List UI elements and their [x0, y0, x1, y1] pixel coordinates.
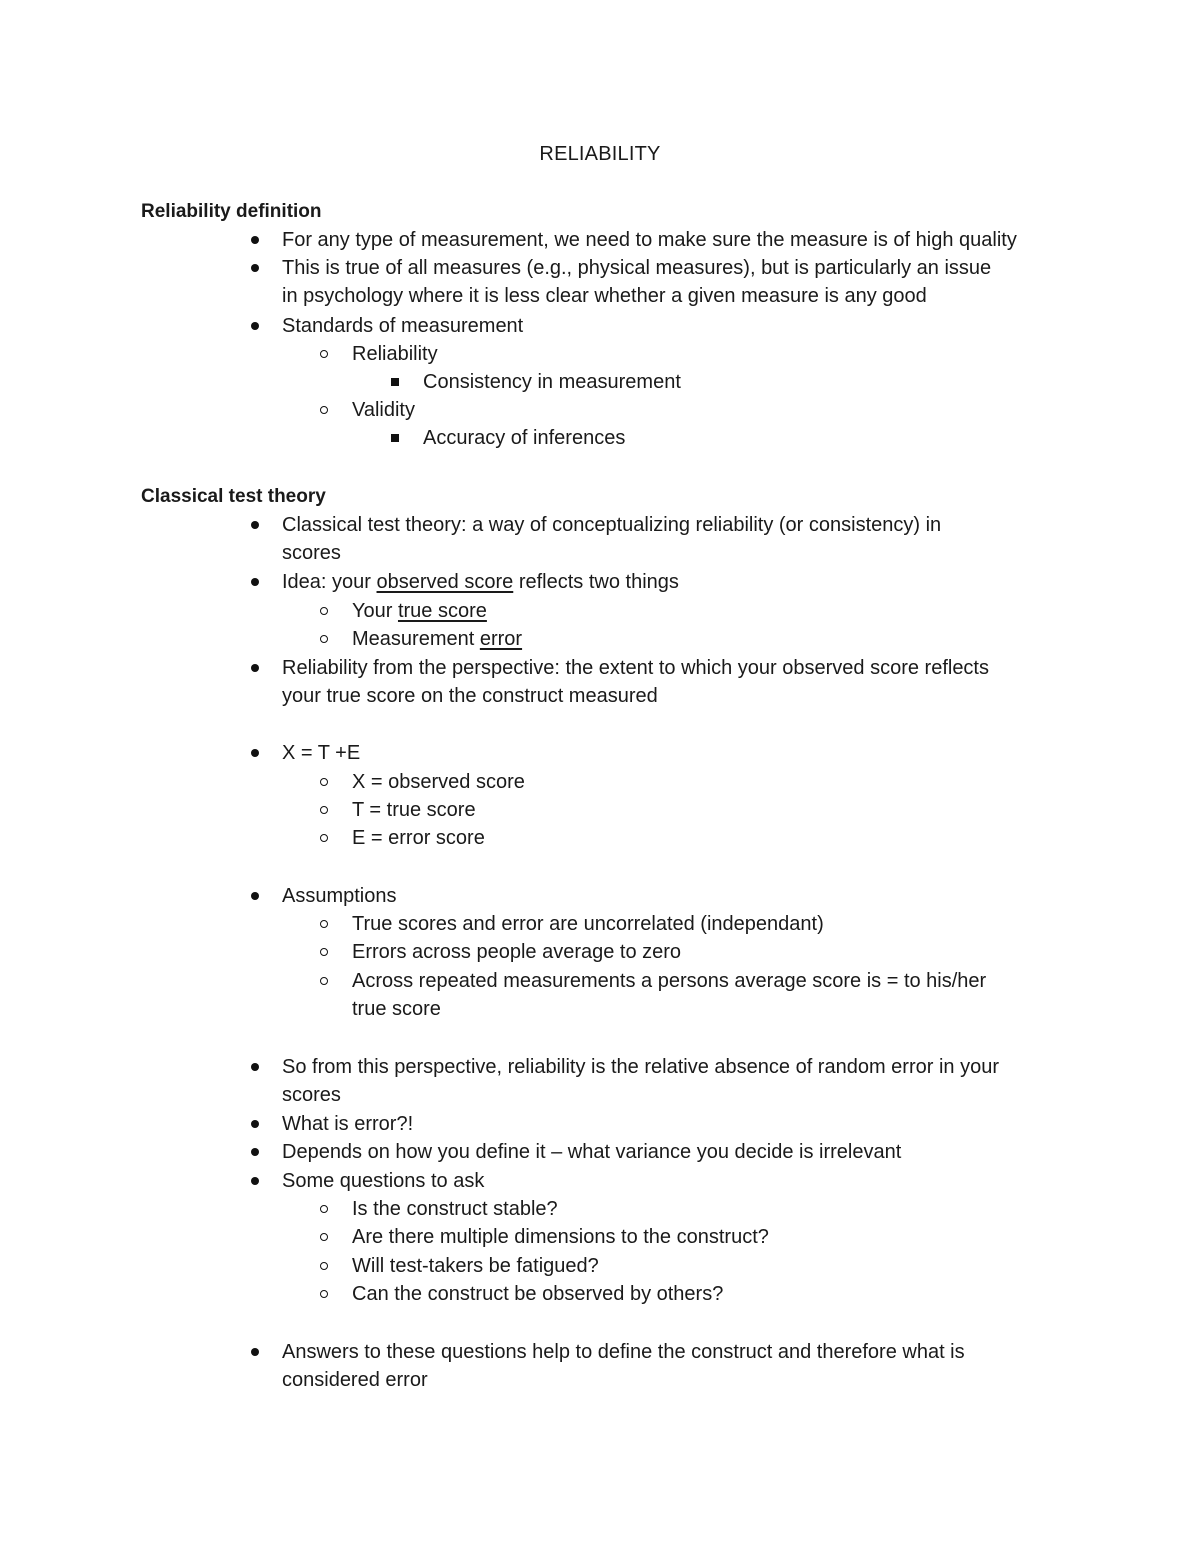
list-item-text: Answers to these questions help to define the construct and therefore what is [282, 1341, 965, 1363]
list-item [282, 226, 1017, 254]
bullet-disc-icon [251, 1063, 259, 1071]
list-item-text: Accuracy of inferences [423, 427, 626, 449]
bullet-circle-icon [320, 607, 328, 615]
bullet-circle-icon [320, 406, 328, 414]
list-item [352, 768, 525, 796]
bullet-circle-icon [320, 1205, 328, 1213]
list-item [352, 340, 438, 368]
list-item-text-continued: your true score on the construct measured [282, 685, 658, 708]
list-item-text: For any type of measurement, we need to make sure the measure is of high quality [282, 229, 1017, 251]
list-item [282, 1138, 901, 1166]
bullet-circle-icon [320, 778, 328, 786]
bullet-disc-icon [251, 1148, 259, 1156]
bullet-disc-icon [251, 749, 259, 757]
list-item [352, 796, 476, 824]
list-item-text: What is error?! [282, 1113, 414, 1135]
list-item [352, 824, 485, 852]
list-item-text: Errors across people average to zero [352, 941, 682, 963]
list-item-text: True scores and error are uncorrelated (independant) [352, 913, 824, 935]
list-item-text: Some questions to ask [282, 1170, 485, 1192]
bullet-disc-icon [251, 578, 259, 586]
bullet-disc-icon [251, 664, 259, 672]
list-item-text: Reliability from the perspective: the extent to which your observed score reflects [282, 657, 989, 679]
list-item-text: Assumptions [282, 885, 397, 907]
bullet-circle-icon [320, 948, 328, 956]
underlined-term-observed-score: observed score [376, 571, 514, 593]
bullet-circle-icon [320, 1262, 328, 1270]
list-item [282, 1110, 413, 1138]
list-item [282, 654, 989, 711]
list-item [282, 1338, 965, 1395]
list-item-text-continued: scores [282, 542, 341, 565]
list-item-text-continued: considered error [282, 1369, 428, 1392]
list-item [282, 254, 991, 311]
list-item [282, 1167, 484, 1195]
bullet-disc-icon [251, 1177, 259, 1185]
list-item-text: This is true of all measures (e.g., physical measures), but is particularly an issue [282, 257, 992, 279]
list-item-text: Depends on how you define it – what variance you decide is irrelevant [282, 1141, 902, 1163]
bullet-disc-icon [251, 322, 259, 330]
bullet-circle-icon [320, 977, 328, 985]
list-item [352, 396, 415, 424]
page-title: RELIABILITY [539, 143, 661, 165]
list-item [352, 625, 522, 653]
list-item-text: Consistency in measurement [423, 371, 681, 393]
list-item [282, 739, 360, 767]
bullet-circle-icon [320, 920, 328, 928]
text-run: reflects two things [513, 571, 679, 593]
list-item-text [352, 600, 487, 622]
list-item-text [352, 628, 522, 650]
list-item-text-continued: in psychology where it is less clear whether a given measure is any good [282, 285, 927, 308]
list-item [423, 368, 681, 396]
list-item [282, 511, 941, 568]
bullet-circle-icon [320, 1233, 328, 1241]
list-item-text: Validity [352, 399, 415, 421]
list-item [352, 1223, 769, 1251]
bullet-disc-icon [251, 1120, 259, 1128]
list-item [423, 424, 625, 452]
bullet-disc-icon [251, 521, 259, 529]
bullet-disc-icon [251, 892, 259, 900]
bullet-square-icon [391, 434, 399, 442]
bullet-disc-icon [251, 236, 259, 244]
list-item [352, 597, 487, 625]
list-item-text: Reliability [352, 343, 438, 365]
bullet-circle-icon [320, 635, 328, 643]
list-item-text: Will test-takers be fatigued? [352, 1255, 599, 1277]
bullet-disc-icon [251, 1348, 259, 1356]
list-item-text-continued: true score [352, 998, 441, 1021]
list-item-text [282, 571, 679, 593]
bullet-circle-icon [320, 834, 328, 842]
underlined-term-error: error [479, 628, 523, 650]
list-item-text: Classical test theory: a way of conceptualizing reliability (or consistency) in [282, 514, 942, 536]
list-item [282, 882, 397, 910]
section-heading-classical-test-theory: Classical test theory [141, 486, 326, 507]
list-item [352, 967, 986, 1024]
underlined-term-true-score: true score [397, 600, 487, 622]
list-item [282, 568, 679, 596]
bullet-circle-icon [320, 806, 328, 814]
list-item-text: X = T +E [282, 742, 361, 764]
list-item [352, 1252, 599, 1280]
list-item-text: Are there multiple dimensions to the construct? [352, 1226, 769, 1248]
list-item-text: Is the construct stable? [352, 1198, 558, 1220]
list-item [352, 1280, 723, 1308]
list-item-text: E = error score [352, 827, 485, 849]
list-item-text: Can the construct be observed by others? [352, 1283, 724, 1305]
bullet-circle-icon [320, 1290, 328, 1298]
bullet-disc-icon [251, 264, 259, 272]
bullet-square-icon [391, 378, 399, 386]
list-item-text: Across repeated measurements a persons average score is = to his/her [352, 970, 987, 992]
list-item [352, 938, 681, 966]
section-heading-reliability-definition: Reliability definition [141, 201, 322, 222]
bullet-circle-icon [320, 350, 328, 358]
list-item-text: T = true score [352, 799, 476, 821]
text-run: Idea: your [282, 571, 377, 593]
text-run: Measurement [352, 628, 480, 650]
list-item [352, 1195, 558, 1223]
text-run: Your [352, 600, 398, 622]
list-item [282, 1053, 999, 1110]
list-item [282, 312, 523, 340]
list-item-text-continued: scores [282, 1084, 341, 1107]
list-item-text: X = observed score [352, 771, 525, 793]
list-item-text: Standards of measurement [282, 315, 524, 337]
list-item-text: So from this perspective, reliability is the relative absence of random error in your [282, 1056, 999, 1078]
list-item [352, 910, 824, 938]
